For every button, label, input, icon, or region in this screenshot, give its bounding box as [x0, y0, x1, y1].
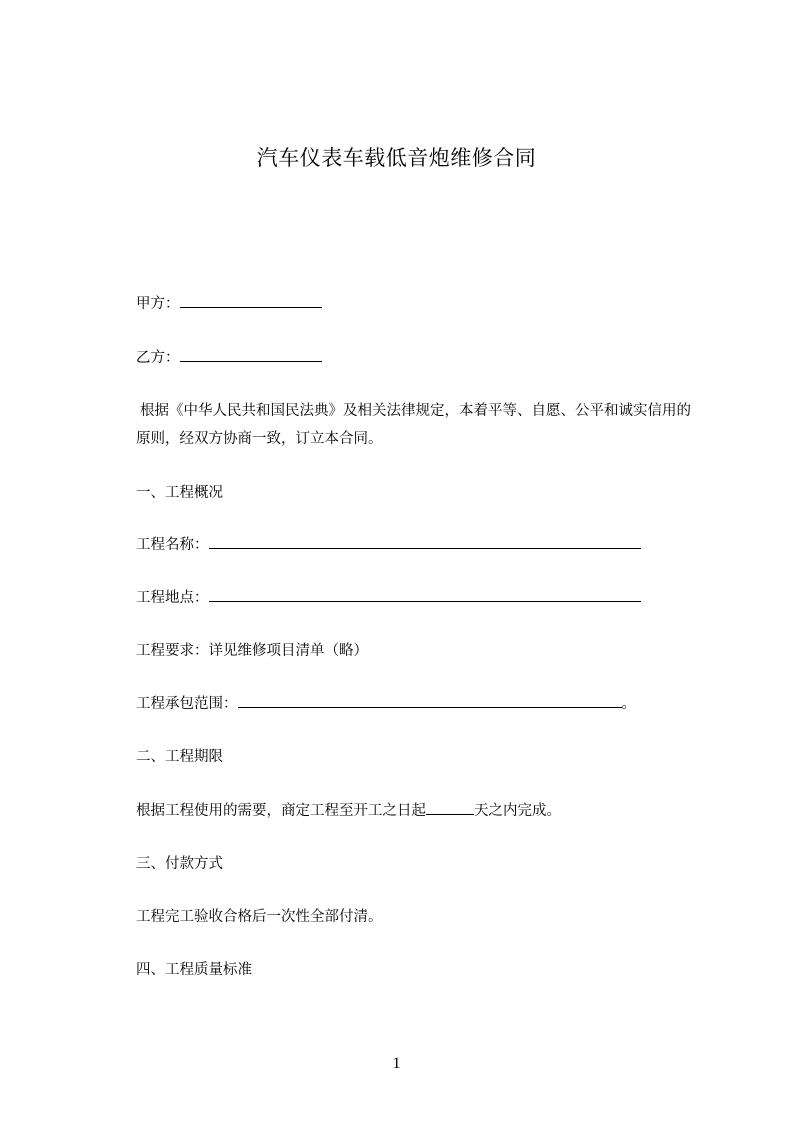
project-location-blank: [209, 586, 641, 602]
section-1-heading: 一、工程概况: [136, 485, 223, 501]
document-title: 汽车仪表车载低音炮维修合同: [256, 146, 537, 170]
project-name-label: 工程名称：: [136, 537, 209, 553]
project-location-line: [136, 586, 641, 607]
section-2-heading: 二、工程期限: [136, 749, 223, 765]
project-requirement: 工程要求：详见维修项目清单（略）: [136, 643, 368, 659]
contract-scope-end: 。: [621, 696, 636, 712]
party-b-label: 乙方：: [136, 350, 180, 366]
page-number: 1: [392, 1055, 401, 1072]
party-a-label: 甲方：: [136, 296, 180, 312]
party-a-line: [136, 292, 322, 313]
section-3-heading: 三、付款方式: [136, 856, 223, 872]
period-text-after: 天之内完成。: [474, 803, 561, 819]
period-days-blank: [426, 799, 474, 815]
section-4-heading: 四、工程质量标准: [136, 962, 252, 978]
party-b-blank: [180, 346, 322, 362]
contract-scope-blank: [238, 692, 622, 708]
contract-scope-line: [136, 692, 636, 713]
period-text-before: 根据工程使用的需要，商定工程至开工之日起: [136, 803, 426, 819]
project-location-label: 工程地点：: [136, 590, 209, 606]
period-line: [136, 799, 561, 820]
party-b-line: [136, 346, 322, 367]
preamble-paragraph: 根据《中华人民共和国民法典》及相关法律规定，本着平等、自愿、公平和诚实信用的原则，经双方协商一致，订立本合同。: [136, 403, 691, 447]
contract-scope-label: 工程承包范围：: [136, 696, 238, 712]
payment-text: 工程完工验收合格后一次性全部付清。: [136, 909, 383, 925]
party-a-blank: [180, 292, 322, 308]
project-name-line: [136, 533, 641, 554]
project-name-blank: [209, 533, 641, 549]
